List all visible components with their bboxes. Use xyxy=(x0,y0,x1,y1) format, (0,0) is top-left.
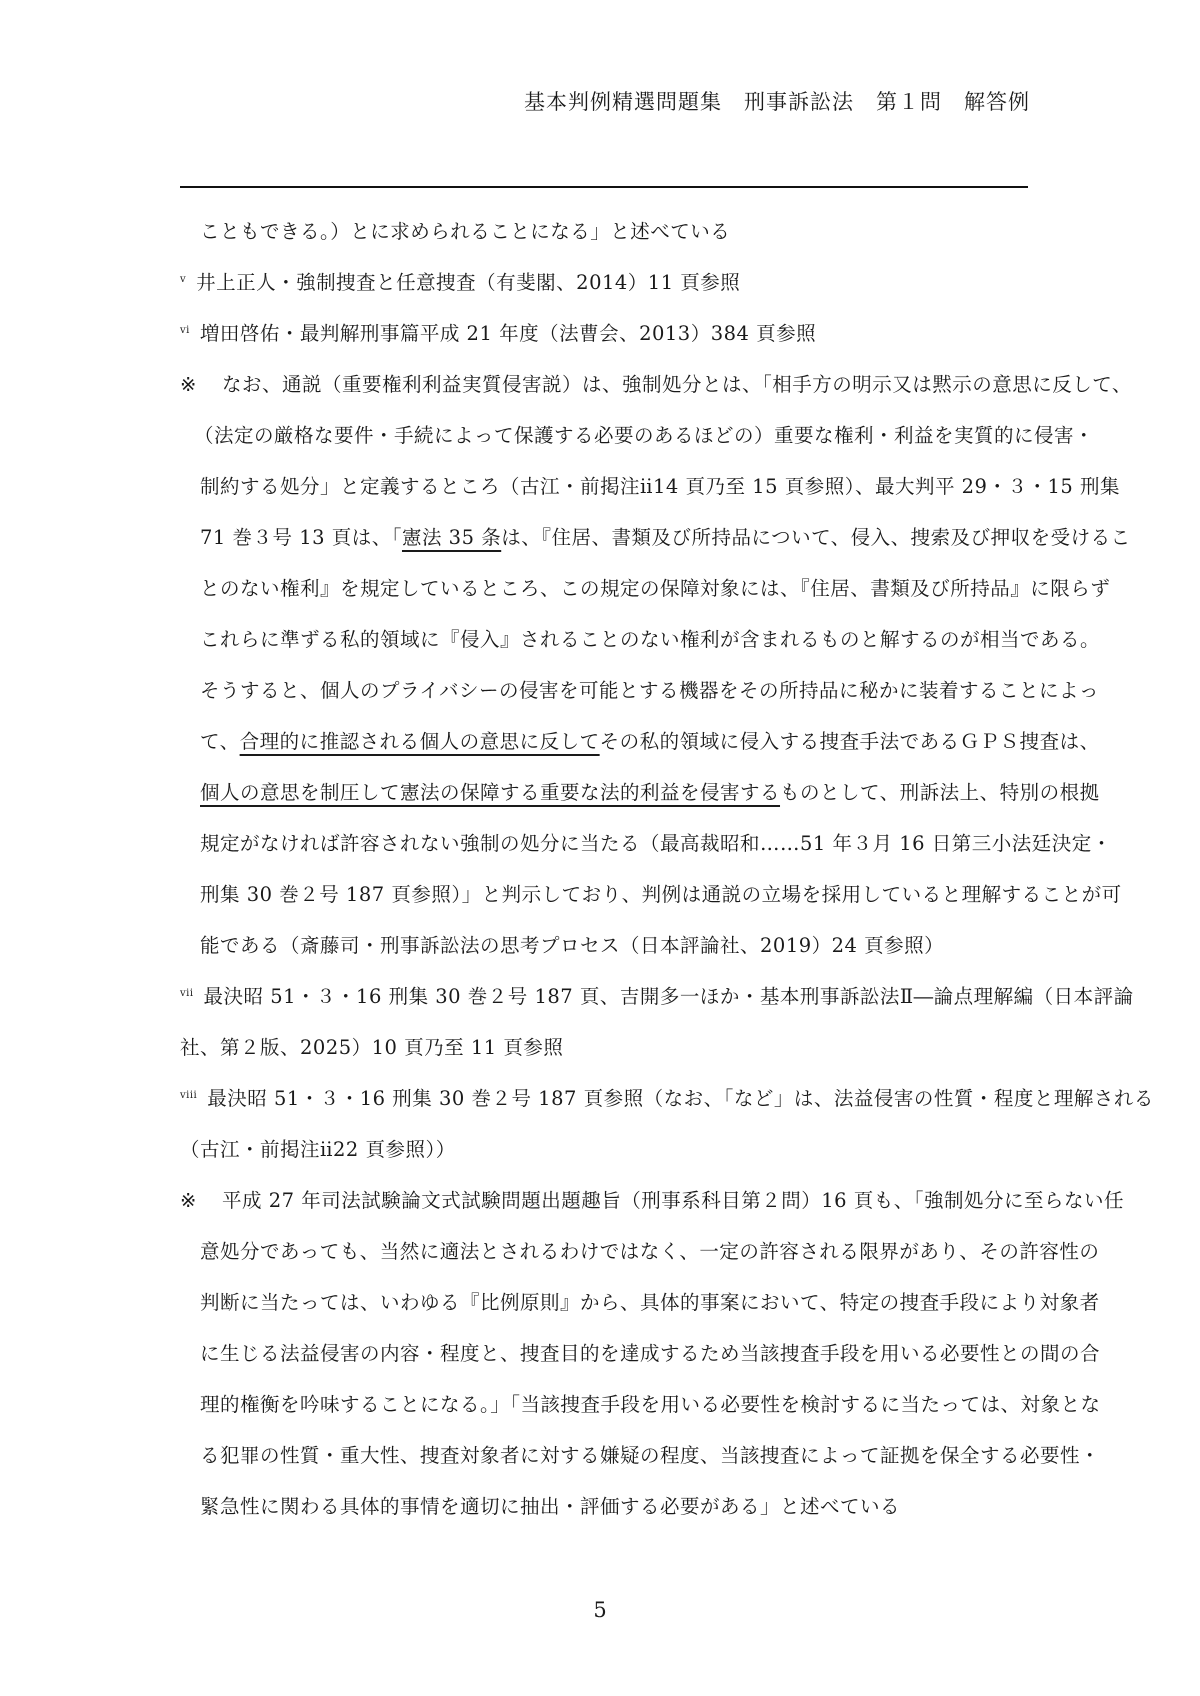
footnote-vii: $^{vii}$ 最決昭 51・３・16 刑集 30 巻２号 187 頁、吉開多一ほか・基本刑事訴訟法Ⅱ―論点理解編（日本評論 xyxy=(180,985,1134,1008)
reference-mark: ※ xyxy=(180,1189,197,1212)
text-line: 能である（斎藤司・刑事訴訟法の思考プロセス（日本評論社、2019）24 頁参照） xyxy=(200,934,945,957)
text-line: そうすると、個人のプライバシーの侵害を可能とする機器をその所持品に秘かに装着することによっ xyxy=(200,679,1100,702)
note-paragraph-start: ※ なお、通説（重要権利利益実質侵害説）は、強制処分とは、「相手方の明示又は黙示の意思に反して、 xyxy=(180,359,1030,410)
text-line: （古江・前掲注ⅱ22 頁参照）） xyxy=(180,1138,456,1161)
text-line: 71 巻３号 13 頁は、「憲法 35 条は、『住居、書類及び所持品について、侵入、捜索及び押収を受けるこ xyxy=(200,526,1131,549)
underlined-phrase: 憲法 35 条 xyxy=(401,526,502,549)
text-line: これらに準ずる私的領域に『侵入』されることのない権利が含まれるものと解するのが相当である。 xyxy=(200,628,1101,651)
footnote-marker: v xyxy=(180,273,187,285)
footnote-marker: viii xyxy=(180,1089,198,1101)
text-line: 個人の意思を制圧して憲法の保障する重要な法的利益を侵害するものとして、刑訴法上、特別の根拠 xyxy=(200,781,1100,804)
text-line: 社、第２版、2025）10 頁乃至 11 頁参照 xyxy=(180,1036,564,1059)
underlined-phrase: 合理的に推認される個人の意思に反して xyxy=(239,730,600,753)
footnote-vi: $^{vi}$ 増田啓佑・最判解刑事篇平成 21 年度（法曹会、2013）384 頁参照 xyxy=(180,322,817,345)
text-line: 判断に当たっては、いわゆる『比例原則』から、具体的事案において、特定の捜査手段により対象者 xyxy=(200,1291,1100,1314)
document-body xyxy=(180,206,1154,1532)
running-header: 基本判例精選問題集 刑事訴訟法 第１問 解答例 xyxy=(524,90,1030,114)
footnote-viii: $^{viii}$ 最決昭 51・３・16 刑集 30 巻２号 187 頁参照（なお、「など」は、法益侵害の性質・程度と理解される xyxy=(180,1087,1154,1110)
footnote-marker: vii xyxy=(180,987,194,999)
text-line: 意処分であっても、当然に適法とされるわけではなく、一定の許容される限界があり、その許容性の xyxy=(200,1240,1100,1263)
text-line: 制約する処分」と定義するところ（古江・前掲注ⅱ14 頁乃至 15 頁参照）、最大判平 29・３・15 刑集 xyxy=(200,475,1120,498)
reference-mark: ※ xyxy=(180,373,197,396)
text-line: て、合理的に推認される個人の意思に反してその私的領域に侵入する捜査手法であるＧＰＳ捜査は、 xyxy=(200,730,1100,753)
text-line: に生じる法益侵害の内容・程度と、捜査目的を達成するため当該捜査手段を用いる必要性との間の合 xyxy=(200,1342,1101,1365)
text-line: 理的権衡を吟味することになる。」「当該捜査手段を用いる必要性を検討するに当たっては、対象とな xyxy=(200,1393,1101,1416)
text-line: 規定がなければ許容されない強制の処分に当たる（最高裁昭和……51 年３月 16 日第三小法廷決定・ xyxy=(200,832,1112,855)
text-line: 刑集 30 巻２号 187 頁参照）」と判示しており、判例は通説の立場を採用していると理解することが可 xyxy=(200,883,1122,906)
text-line: こともできる。）とに求められることになる」と述べている xyxy=(200,220,731,243)
footnote-v: $^v$ 井上正人・強制捜査と任意捜査（有斐閣、2014）11 頁参照 xyxy=(180,271,741,294)
underlined-phrase: 個人の意思を制圧して憲法の保障する重要な法的利益を侵害する xyxy=(200,781,781,804)
page-number: 5 xyxy=(593,1598,607,1622)
header-rule xyxy=(180,186,1028,188)
text-line: （法定の厳格な要件・手続によって保護する必要のあるほどの）重要な権利・利益を実質的に侵害・ xyxy=(194,424,1095,447)
note-paragraph-start: ※ 平成 27 年司法試験論文式試験問題出題趣旨（刑事系科目第２問）16 頁も、「強制処分に至らない任 xyxy=(180,1175,1030,1226)
text-line: 緊急性に関わる具体的事情を適切に抽出・評価する必要がある」と述べている xyxy=(200,1495,901,1518)
text-line: る犯罪の性質・重大性、捜査対象者に対する嫌疑の程度、当該捜査によって証拠を保全する必要性・ xyxy=(200,1444,1101,1467)
text-line: とのない権利』を規定しているところ、この規定の保障対象には、『住居、書類及び所持品』に限らず xyxy=(200,577,1111,600)
footnote-marker: vi xyxy=(180,324,190,336)
